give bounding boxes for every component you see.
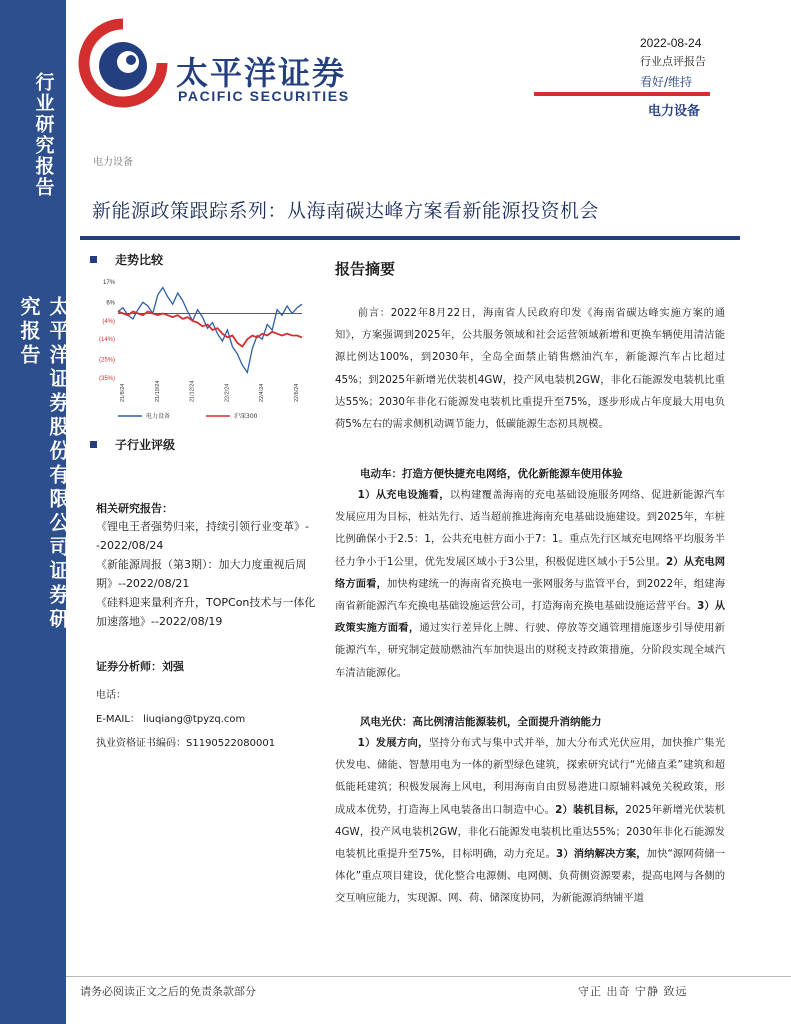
y-tick-label: 17% xyxy=(102,280,115,286)
pacific-logo-icon xyxy=(78,18,168,108)
footer-rule xyxy=(66,976,791,977)
ev-paragraph: 1）从充电设施看，以构建覆盖海南的充电基础设施服务网络、促进新能源汽车发展应用为目标，桩站先行、适当超前推进海南充电基础设施建设。到2025年，车桩比例确保小于2.5：1，公共充电桩方面小于7：1。重点先行区域充电网络平均服务半径力争小于1公里，优先发展区域小于3公里，积极促进区域小于5公里。2）从充电网络方面看，加快构建统一的海南省充换电一张网服务与监管平台，到2022年，组建海南省新能源汽车充换电基础设施运营公司，打造海南充换电基础设施运营平台。3）从政策实施方面看，通过实行差异化上牌、行驶、停放等交通管理措施逐步引导使用新能源汽车，研究制定鼓励燃油汽车加快退出的财税支持政策措施，分阶段实现全域汽车清洁能源化。 xyxy=(335,489,726,679)
related-report-item[interactable]: 《硅料迎来量利齐升，TOPCon技术与一体化加速落地》--2022/08/19 xyxy=(96,596,316,628)
series-line xyxy=(118,288,302,373)
subindustry-section-heading xyxy=(90,436,175,453)
related-report-item[interactable]: 《锂电王者强势归来，持续引领行业变革》--2022/08/24 xyxy=(96,520,309,552)
x-tick-label: 22/6/24 xyxy=(294,383,300,402)
title-rule xyxy=(80,236,740,240)
x-tick-label: 21/12/24 xyxy=(189,380,196,402)
x-tick-label: 22/2/24 xyxy=(224,383,231,402)
y-tick-label: (4%) xyxy=(102,318,115,325)
related-reports-list xyxy=(96,517,318,631)
analyst-phone: 电话： xyxy=(96,690,126,701)
y-tick-label: (14%) xyxy=(98,337,115,344)
bullet-square-icon xyxy=(90,256,97,263)
pv-subheading: 风电光伏：高比例清洁能源装机，全面提升消纳能力 xyxy=(360,716,602,728)
y-tick-label: 6% xyxy=(106,300,115,307)
analyst-cert: 执业资格证书编码：S1190522080001 xyxy=(96,738,276,749)
header-sector: 电力设备 xyxy=(648,104,701,119)
sector-tag: 电力设备 xyxy=(93,157,133,168)
y-tick-label: (25%) xyxy=(98,357,115,364)
pv-paragraph: 1）发展方向，坚持分布式与集中式并举，加大分布式光伏应用，加快推广集光伏发电、储能、智慧用电为一体的新型绿色建筑，探索研究试行“光储直柔”建筑和超低能耗建筑；积极发展海上风电，利用海南自由贸易港进口原辅料减免关税政策，形成成本优势，打造海上风电装备出口制造中心。2）装机目标，2025年新增光伏装机4GW，投产风电装机2GW，非化石能源发电装机比重达55%；2030年非化石能源发电装机比重提升至75%，目标明确，动力充足。3）消纳解决方案，加快“源网荷储一体化”重点项目建设，优化整合电源侧、电网侧、负荷侧资源要素，提高电网与各侧的交互响应能力，实现源、网、荷、储深度协同，为新能源消纳铺平道 xyxy=(335,737,726,905)
series-line xyxy=(118,312,302,347)
summary-heading: 报告摘要 xyxy=(335,260,396,278)
footer-disclaimer[interactable]: 请务必阅读正文之后的免责条款部分 xyxy=(80,985,256,998)
x-tick-label: 21/8/24 xyxy=(120,383,126,402)
trend-title: 走势比较 xyxy=(115,253,164,267)
footer-motto: 守正 出奇 宁静 致远 xyxy=(578,985,688,998)
page-title: 新能源政策跟踪系列：从海南碳达峰方案看新能源投资机会 xyxy=(92,200,600,222)
logo-text-cn: 太平洋证券 xyxy=(176,54,347,92)
subindustry-title: 子行业评级 xyxy=(115,438,176,452)
report-type: 行业点评报告 xyxy=(640,55,706,68)
report-date: 2022-08-24 xyxy=(640,36,702,50)
legend-label: 沪深300 xyxy=(234,413,258,420)
analyst-email[interactable]: E-MAIL： liuqiang@tpyzq.com xyxy=(96,714,246,725)
logo-text-en: PACIFIC SECURITIES xyxy=(178,88,350,104)
summary-intro: 前言：2022年8月22日，海南省人民政府印发《海南省碳达峰实施方案的通知》，方案强调到2025年，公共服务领域和社会运营领域新增和更换车辆使用清洁能源比例达100%，到2030年，全岛全面禁止销售燃油汽车，新能源汽车占比超过45%；到2025年新增光伏装机4GW，投产风电装机2GW，非化石能源发电装机比重达55%；2030年非化石能源发电装机比重提升至75%，逐步形成占年度最大用电负荷5%左右的需求侧机动调节能力，低碳能源生态初具规模。 xyxy=(335,307,725,431)
ev-subheading: 电动车：打造方便快捷充电网络，优化新能源车使用体验 xyxy=(360,468,623,480)
trend-section-heading xyxy=(90,251,163,268)
y-tick-label: (35%) xyxy=(98,376,115,382)
x-tick-label: 22/4/24 xyxy=(259,383,266,402)
company-vertical: 太平洋证券股份有限公司证券研究报告 xyxy=(17,296,70,632)
trend-chart-svg xyxy=(90,276,310,426)
bullet-square-icon xyxy=(90,441,97,448)
analyst-name: 证券分析师：刘强 xyxy=(96,660,184,673)
related-reports-title: 相关研究报告： xyxy=(96,502,173,515)
related-report-item[interactable]: 《新能源周报（第3期）：加大力度重视后周期》--2022/08/21 xyxy=(96,558,307,590)
x-tick-label: 21/10/24 xyxy=(154,380,161,402)
legend-label: 电力设备 xyxy=(146,413,171,420)
trend-chart xyxy=(90,276,310,426)
report-kind-vertical: 行业研究报告 xyxy=(32,72,55,198)
header-red-rule xyxy=(534,92,710,96)
rating: 看好/维持 xyxy=(640,75,693,89)
